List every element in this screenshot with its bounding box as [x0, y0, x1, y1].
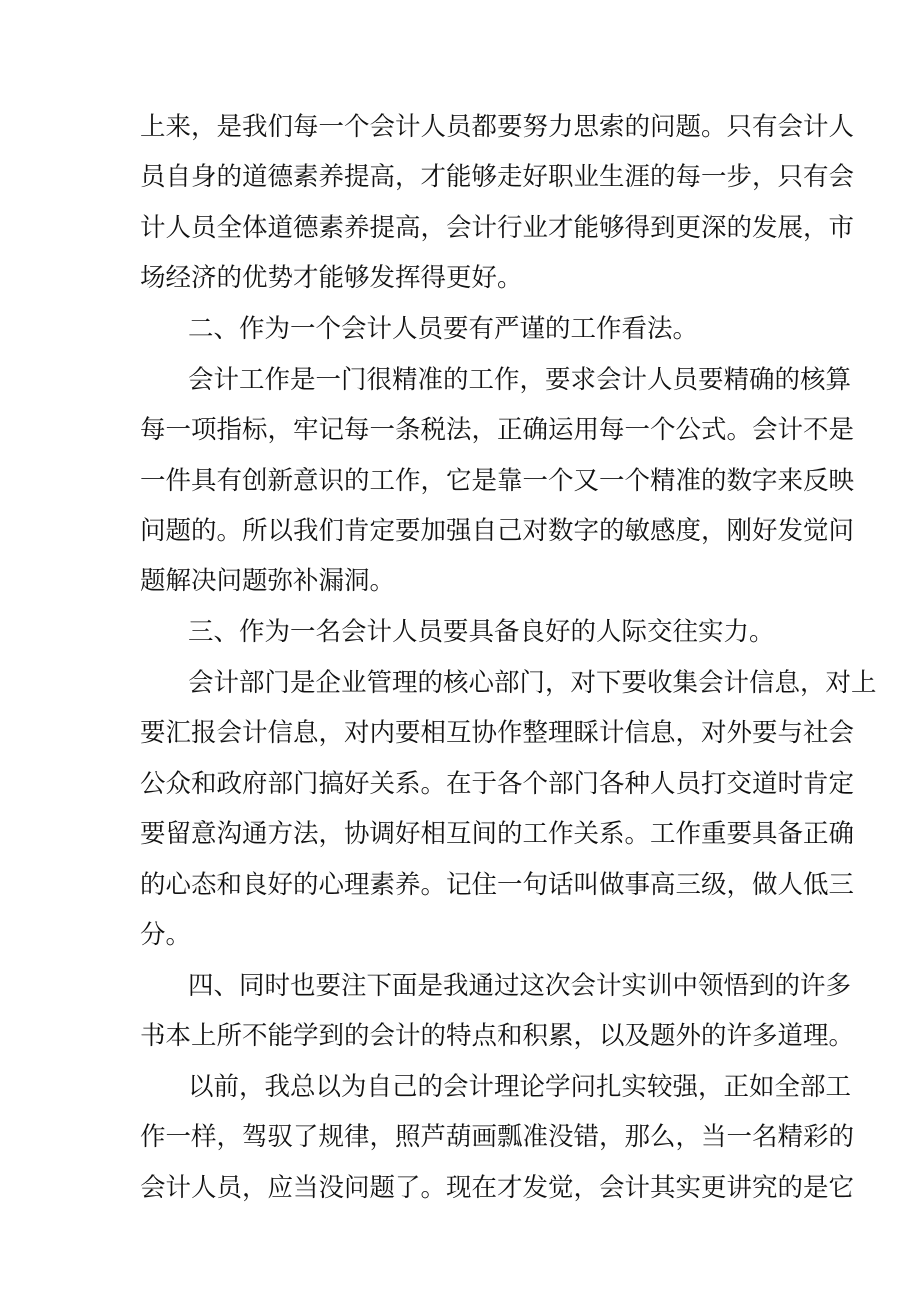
text-line: 上来，是我们每一个会计人员都要努力思索的问题。只有会计人 [140, 112, 855, 142]
text-line: 会计人员，应当没问题了。现在才发觉，会计其实更讲究的是它 [140, 1173, 855, 1203]
text-line: 要留意沟通方法，协调好相互间的工作关系。工作重要具备正确 [140, 819, 855, 849]
text-line: 问题的。所以我们肯定要加强自己对数字的敏感度，刚好发觉问 [140, 516, 855, 546]
text-line: 作一样，驾驭了规律，照芦葫画瓢准没错，那么，当一名精彩的 [140, 1122, 855, 1152]
text-line: 每一项指标，牢记每一条税法，正确运用每一个公式。会计不是 [140, 415, 855, 445]
text-line: 以前，我总以为自己的会计理论学问扎实较强，正如全部工 [188, 1072, 852, 1102]
section-heading: 三、作为一名会计人员要具备良好的人际交往实力。 [188, 617, 775, 647]
text-line: 会计部门是企业管理的核心部门，对下要收集会计信息，对上 [188, 668, 877, 698]
text-line: 分。 [140, 920, 192, 950]
text-line: 一件具有创新意识的工作，它是靠一个又一个精准的数字来反映 [140, 466, 855, 496]
text-line: 场经济的优势才能够发挥得更好。 [140, 263, 523, 293]
section-heading: 二、作为一个会计人员要有严谨的工作看法。 [188, 314, 699, 344]
text-line: 员自身的道德素养提高，才能够走好职业生涯的每一步，只有会 [140, 162, 855, 192]
text-line: 要汇报会计信息，对内要相互协作整理睬计信息，对外要与社会 [140, 718, 855, 748]
text-line: 会计工作是一门很精准的工作，要求会计人员要精确的核算 [188, 365, 852, 395]
section-heading: 四、同时也要注下面是我通过这次会计实训中领悟到的许多 [188, 971, 852, 1001]
text-line: 题解决问题弥补漏洞。 [140, 566, 396, 596]
text-line: 公众和政府部门搞好关系。在于各个部门各种人员打交道时肯定 [140, 769, 855, 799]
text-line: 书本上所不能学到的会计的特点和积累，以及题外的许多道理。 [140, 1021, 855, 1051]
text-line: 计人员全体道德素养提高，会计行业才能够得到更深的发展，市 [140, 213, 855, 243]
text-line: 的心态和良好的心理素养。记住一句话叫做事高三级，做人低三 [140, 870, 855, 900]
